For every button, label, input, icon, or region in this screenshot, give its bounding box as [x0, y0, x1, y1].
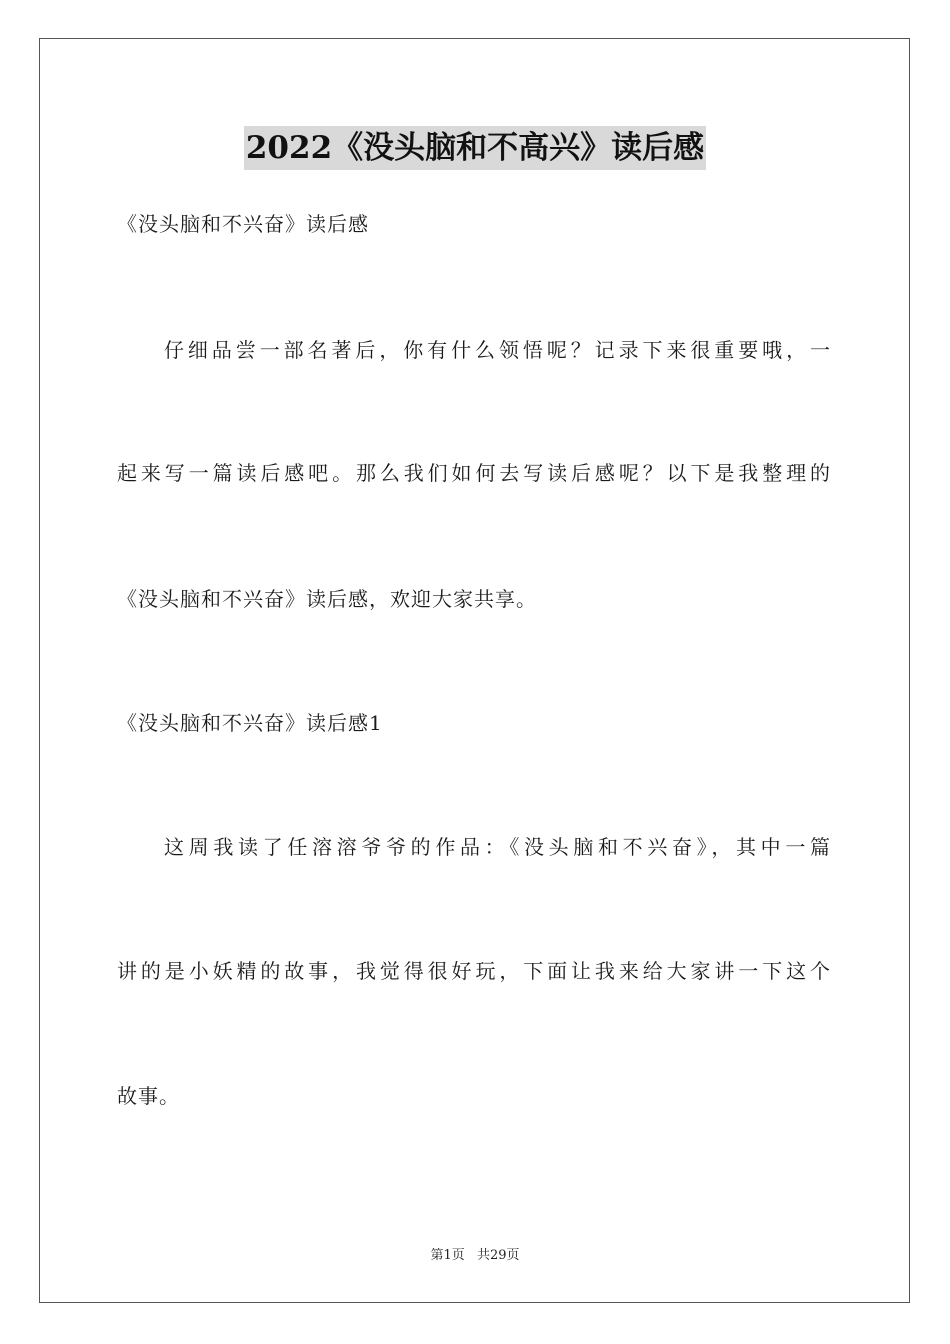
page-footer	[0, 1246, 950, 1266]
paragraph-line: 故事。	[117, 1084, 180, 1108]
paragraph-line-subtitle: 《没头脑和不兴奋》读后感	[117, 212, 369, 236]
title-container	[0, 126, 950, 170]
section-heading: 《没头脑和不兴奋》读后感1	[117, 711, 383, 735]
paragraph-line: 这周我读了任溶溶爷爷的作品：《没头脑和不兴奋》，其中一篇	[164, 835, 831, 859]
page-number-total: 共29页	[476, 1248, 520, 1263]
paragraph-line: 讲的是小妖精的故事，我觉得很好玩，下面让我来给大家讲一下这个	[117, 959, 831, 983]
page-number-current: 第1页	[430, 1248, 465, 1263]
paragraph-line: 《没头脑和不兴奋》读后感，欢迎大家共享。	[117, 587, 537, 611]
paragraph-line: 仔细品尝一部名著后，你有什么领悟呢？记录下来很重要哦，一	[164, 338, 831, 362]
paragraph-line: 起来写一篇读后感吧。那么我们如何去写读后感呢？以下是我整理的	[117, 461, 831, 485]
document-title: 2022《没头脑和不高兴》读后感	[244, 126, 706, 170]
